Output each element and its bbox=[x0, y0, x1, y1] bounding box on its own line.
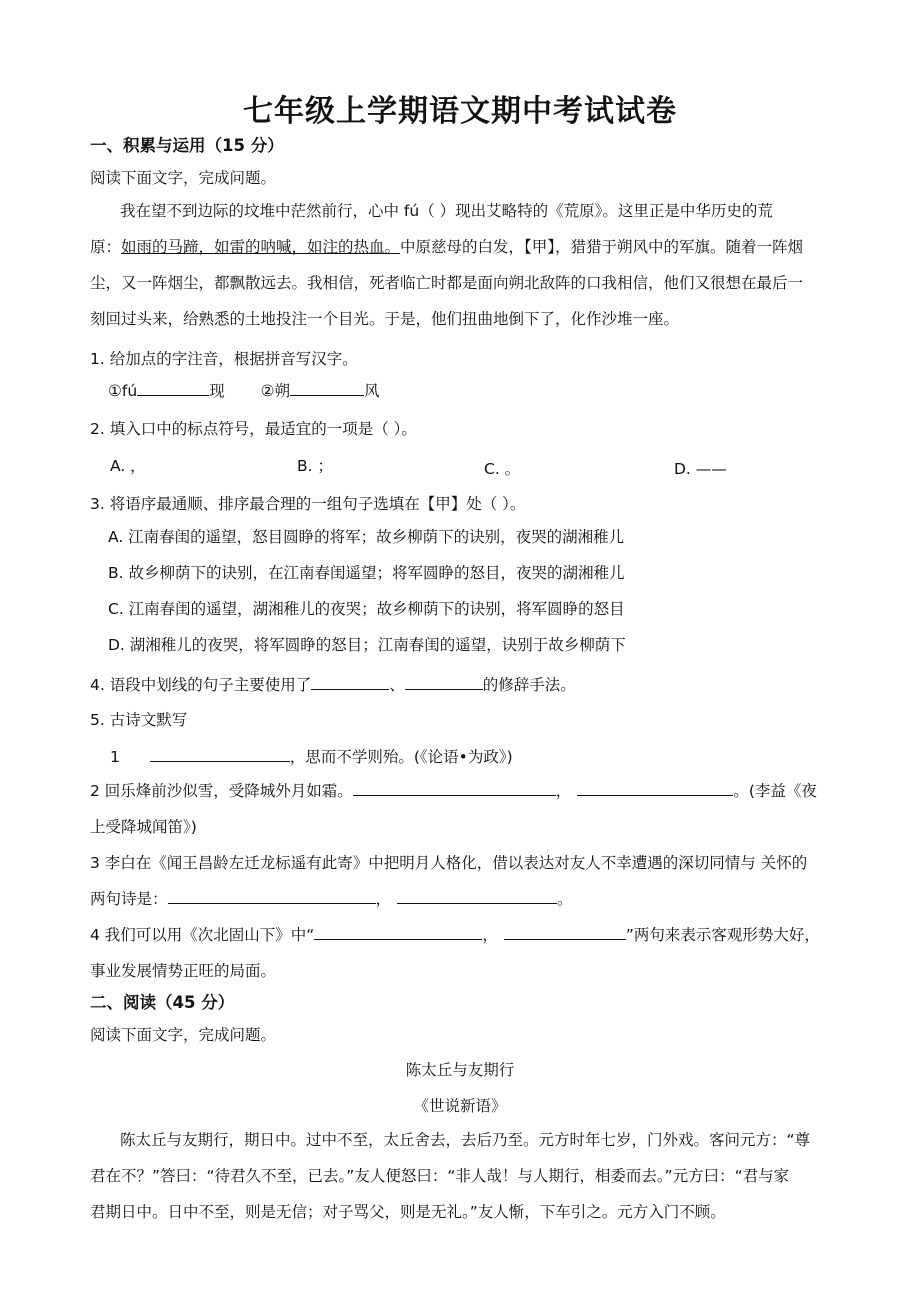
underlined-sentence: 如雨的马蹄，如雷的呐喊，如注的热血。 bbox=[121, 238, 401, 256]
q5-item-1 bbox=[110, 745, 513, 769]
question-2: 2. 填入口中的标点符号，最适宜的一项是（ ）。 bbox=[90, 420, 417, 438]
q5-item-3: 3 李白在《闻王昌龄左迁龙标遥有此寄》中把明月人格化，借以表达对友人不幸遭遇的深切同情与 关怀的 bbox=[90, 854, 808, 872]
section-intro: 阅读下面文字，完成问题。 bbox=[90, 1026, 277, 1044]
q5-item-text: 。 bbox=[557, 890, 573, 908]
q5-item-2 bbox=[90, 779, 817, 803]
answer-blank[interactable] bbox=[137, 380, 209, 396]
question-1: 1. 给加点的字注音，根据拼音写汉字。 bbox=[90, 350, 358, 368]
q3-option-d: D. 湖湘稚儿的夜哭，将军圆睁的怒目；江南春闺的遥望，诀别于故乡柳荫下 bbox=[108, 636, 626, 654]
answer-blank[interactable] bbox=[353, 780, 556, 796]
q1-item-a-tail: 现 bbox=[209, 382, 225, 400]
q2-option-c: C. 。 bbox=[484, 460, 521, 478]
q3-option-b: B. 故乡柳荫下的诀别，在江南春闺遥望；将军圆睁的怒目，夜哭的湖湘稚儿 bbox=[108, 564, 625, 582]
reading-line: 君期日中。日中不至，则是无信；对子骂父，则是无礼。”友人惭，下车引之。元方入门不顾。 bbox=[90, 1203, 726, 1221]
page-title: 七年级上学期语文期中考试试卷 bbox=[243, 94, 677, 129]
section-intro: 阅读下面文字，完成问题。 bbox=[90, 169, 277, 187]
q5-item-4-cont: 事业发展情势正旺的局面。 bbox=[90, 962, 277, 980]
passage-text: 原： bbox=[90, 238, 122, 256]
passage-line bbox=[90, 235, 803, 259]
answer-blank[interactable] bbox=[311, 674, 389, 690]
q5-separator: ， bbox=[482, 926, 498, 944]
q4-separator: 、 bbox=[389, 676, 405, 694]
reading-title: 陈太丘与友期行 bbox=[405, 1061, 515, 1079]
q4-prompt: 4. 语段中划线的句子主要使用了 bbox=[90, 676, 312, 694]
passage-text: 中原慈母的白发，【甲】，猎猎于朔风中的军旗。随着一阵烟 bbox=[400, 238, 804, 256]
q1-item-b-label: ②朔 bbox=[260, 382, 290, 400]
reading-line: 陈太丘与友期行，期日中。过中不至，太丘舍去，去后乃至。元方时年七岁，门外戏。客问元方：“尊 bbox=[120, 1131, 811, 1149]
answer-blank[interactable] bbox=[405, 674, 483, 690]
answer-blank[interactable] bbox=[314, 924, 482, 940]
q5-item-4 bbox=[90, 923, 820, 947]
q5-item-text: 。(李益《夜 bbox=[733, 782, 817, 800]
q1-item-b-tail: 风 bbox=[363, 382, 380, 400]
q5-item-3-cont bbox=[90, 887, 573, 911]
q5-separator: ， bbox=[555, 782, 572, 800]
q5-item-text: ”两句来表示客观形势大好， bbox=[625, 926, 820, 944]
passage-line: 刻回过头来，给熟悉的土地投注一个目光。于是，他们扭曲地倒下了，化作沙堆一座。 bbox=[90, 310, 680, 328]
q2-option-a: A. ， bbox=[110, 457, 146, 475]
q5-item-text: 4 我们可以用《次北固山下》中“ bbox=[90, 926, 315, 944]
answer-blank[interactable] bbox=[504, 924, 626, 940]
answer-blank[interactable] bbox=[397, 888, 557, 904]
reading-line: 君在不？”答曰：“待君久不至，已去。”友人便怒曰：“非人哉！与人期行，相委而去。”元方曰：“君与家 bbox=[90, 1167, 790, 1185]
question-4 bbox=[90, 673, 576, 697]
q5-item-text: 两句诗是： bbox=[90, 890, 168, 908]
passage-line: 我在望不到边际的坟堆中茫然前行，心中 fú（ ）现出艾略特的《荒原》。这里正是中华历史的荒 bbox=[120, 202, 773, 220]
q3-option-c: C. 江南春闺的遥望，湖湘稚儿的夜哭；故乡柳荫下的诀别，将军圆睁的怒目 bbox=[108, 600, 625, 618]
question-1-answers bbox=[108, 379, 380, 403]
q5-item-number: 1 bbox=[110, 748, 120, 766]
section-heading-2: 二、阅读（45 分） bbox=[90, 993, 235, 1012]
q2-option-b: B. ； bbox=[297, 457, 333, 475]
answer-blank[interactable] bbox=[168, 888, 376, 904]
question-5: 5. 古诗文默写 bbox=[90, 711, 188, 729]
q2-option-d: D. —— bbox=[674, 460, 727, 478]
reading-source: 《世说新语》 bbox=[413, 1097, 507, 1115]
q1-item-a-label: ①fú bbox=[108, 382, 138, 400]
q5-item-text: 2 回乐烽前沙似雪，受降城外月如霜。 bbox=[90, 782, 353, 800]
q5-item-2-cont: 上受降城闻笛》) bbox=[90, 818, 197, 836]
section-heading-1: 一、积累与运用（15 分） bbox=[90, 136, 284, 155]
answer-blank[interactable] bbox=[290, 380, 364, 396]
q5-item-text: ，思而不学则殆。(《论语•为政》) bbox=[289, 748, 513, 766]
question-3: 3. 将语序最通顺、排序最合理的一组句子选填在【甲】处（ ）。 bbox=[90, 495, 526, 513]
q5-separator: ， bbox=[375, 890, 392, 908]
answer-blank[interactable] bbox=[150, 746, 290, 762]
answer-blank[interactable] bbox=[577, 780, 733, 796]
q3-option-a: A. 江南春闺的遥望，怒目圆睁的将军；故乡柳荫下的诀别，夜哭的湖湘稚儿 bbox=[108, 528, 625, 546]
q4-tail: 的修辞手法。 bbox=[482, 676, 576, 694]
passage-line: 尘，又一阵烟尘，都飘散远去。我相信，死者临亡时都是面向朔北敌阵的口我相信，他们又很想在最后一 bbox=[90, 274, 804, 292]
